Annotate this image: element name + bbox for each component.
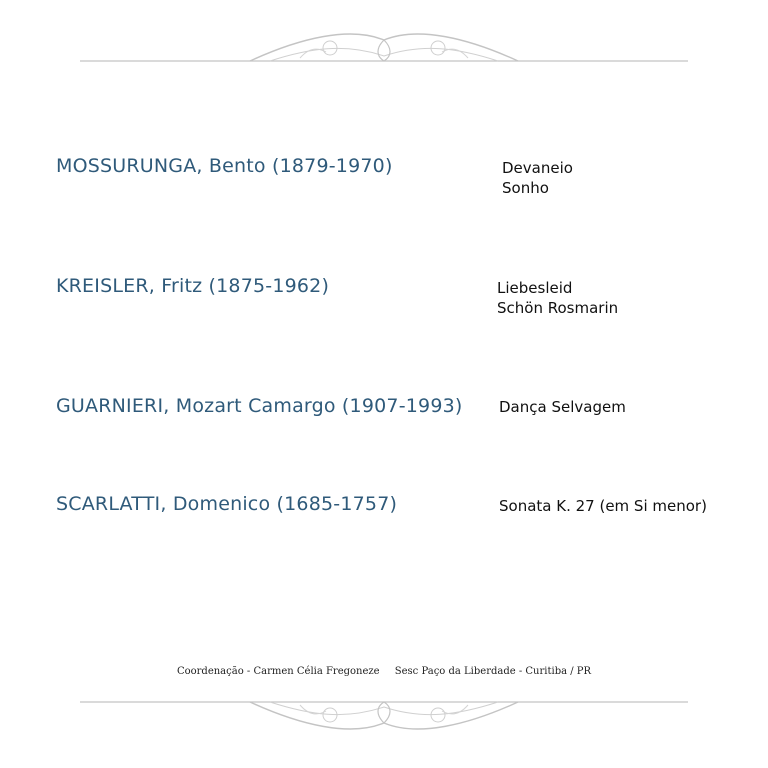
composer-scarlatti: SCARLATTI, Domenico (1685-1757) <box>56 493 398 515</box>
pieces-scarlatti <box>499 496 707 516</box>
top-ornament-divider <box>0 18 768 78</box>
piece-title: Liebesleid <box>497 279 573 297</box>
composer-guarnieri: GUARNIERI, Mozart Camargo (1907-1993) <box>56 395 463 417</box>
composer-kreisler: KREISLER, Fritz (1875-1962) <box>56 275 330 297</box>
bottom-ornament-divider <box>0 688 768 748</box>
pieces-mossurunga <box>502 158 573 198</box>
composer-mossurunga: MOSSURUNGA, Bento (1879-1970) <box>56 155 393 177</box>
pieces-kreisler <box>497 278 618 318</box>
footer-credits <box>0 666 768 677</box>
piece-title: Devaneio <box>502 159 573 177</box>
piece-title: Sonho <box>502 179 549 197</box>
pieces-guarnieri <box>499 397 626 417</box>
piece-title: Schön Rosmarin <box>497 299 619 317</box>
coordination-credit: Coordenação - Carmen Célia Fregoneze <box>176 666 380 677</box>
piece-title: Sonata K. 27 (em Si menor) <box>499 497 707 515</box>
piece-title: Dança Selvagem <box>499 398 626 416</box>
venue-credit: Sesc Paço da Liberdade - Curitiba / PR <box>394 666 592 677</box>
